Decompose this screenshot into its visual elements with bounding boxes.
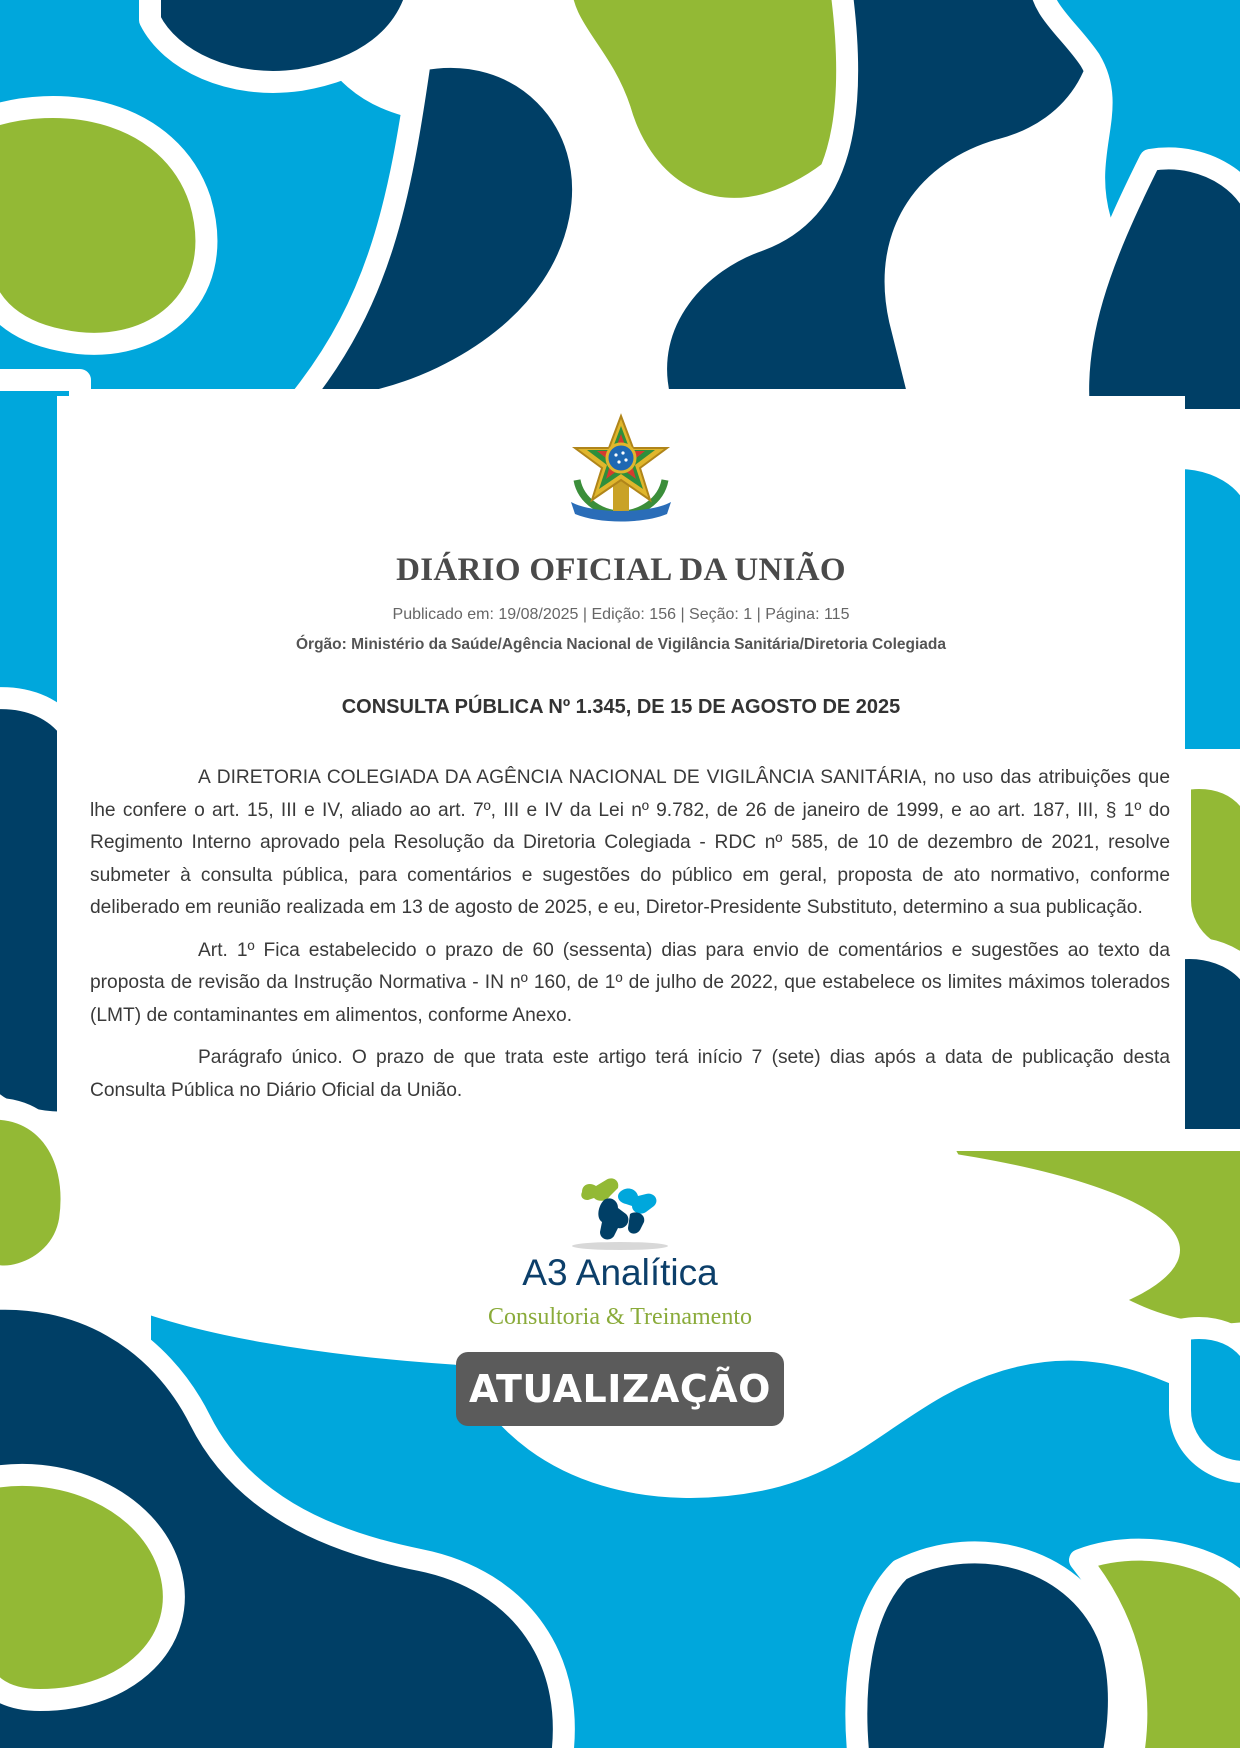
preamble-paragraph: A DIRETORIA COLEGIADA DA AGÊNCIA NACIONAL DE VIGILÂNCIA SANITÁRIA, no uso das atribuições que lhe confere o art. 15, III e IV, aliado ao art. 7º, III e IV da Lei nº 9.782, de 26 de janeiro de 1999, e ao art. 187, III, § 1º do Regimento Interno aprovado pela Resolução da Diretoria Colegiada - RDC nº 585, de 10 de dezembro de 2021, resolve submeter à consulta pública, para comentários e sugestões do público em geral, proposta de ato normativo, conforme deliberado em reunião realizada em 13 de agosto de 2025, e eu, Diretor-Presidente Substituto, determino a sua publicação.: [90, 767, 1170, 918]
brazil-coat-of-arms-icon: [563, 410, 679, 526]
act-body: [90, 762, 1170, 1117]
act-title: CONSULTA PÚBLICA Nº 1.345, DE 15 DE AGOSTO DE 2025: [341, 696, 901, 718]
brand-name: A3 Analítica: [522, 1252, 718, 1293]
a3-puzzle-logo-icon: [570, 1170, 670, 1250]
bg-blob: [150, 0, 420, 82]
publication-info: Publicado em: 19/08/2025 | Edição: 156 | Seção: 1 | Página: 115: [392, 606, 850, 623]
bg-blob: [0, 107, 206, 344]
brand-logo: [440, 1170, 800, 1340]
article-1-paragraph: Art. 1º Fica estabelecido o prazo de 60 (sessenta) dias para envio de comentários e sugestões ao texto da proposta de revisão da Instrução Normativa - IN nº 160, de 1º de julho de 2022, que estabelece os limites máximos tolerados (LMT) de contaminantes em alimentos, conforme Anexo.: [90, 939, 1170, 1026]
bg-blob: [1180, 778, 1240, 962]
update-badge: ATUALIZAÇÃO: [456, 1352, 784, 1426]
masthead-title: DIÁRIO OFICIAL DA UNIÃO: [396, 552, 846, 588]
organ-info: Órgão: Ministério da Saúde/Agência Nacional de Vigilância Sanitária/Diretoria Colegiada: [295, 636, 947, 653]
brand-tagline: Consultoria & Treinamento: [488, 1304, 752, 1330]
bg-blob: [856, 1552, 1118, 1748]
dou-document: [57, 396, 1185, 1146]
bg-blob: [1180, 1328, 1240, 1472]
sole-paragraph: Parágrafo único. O prazo de que trata este artigo terá início 7 (sete) dias após a data de publicação desta Consulta Pública no Diário Oficial da União.: [90, 1047, 1170, 1101]
